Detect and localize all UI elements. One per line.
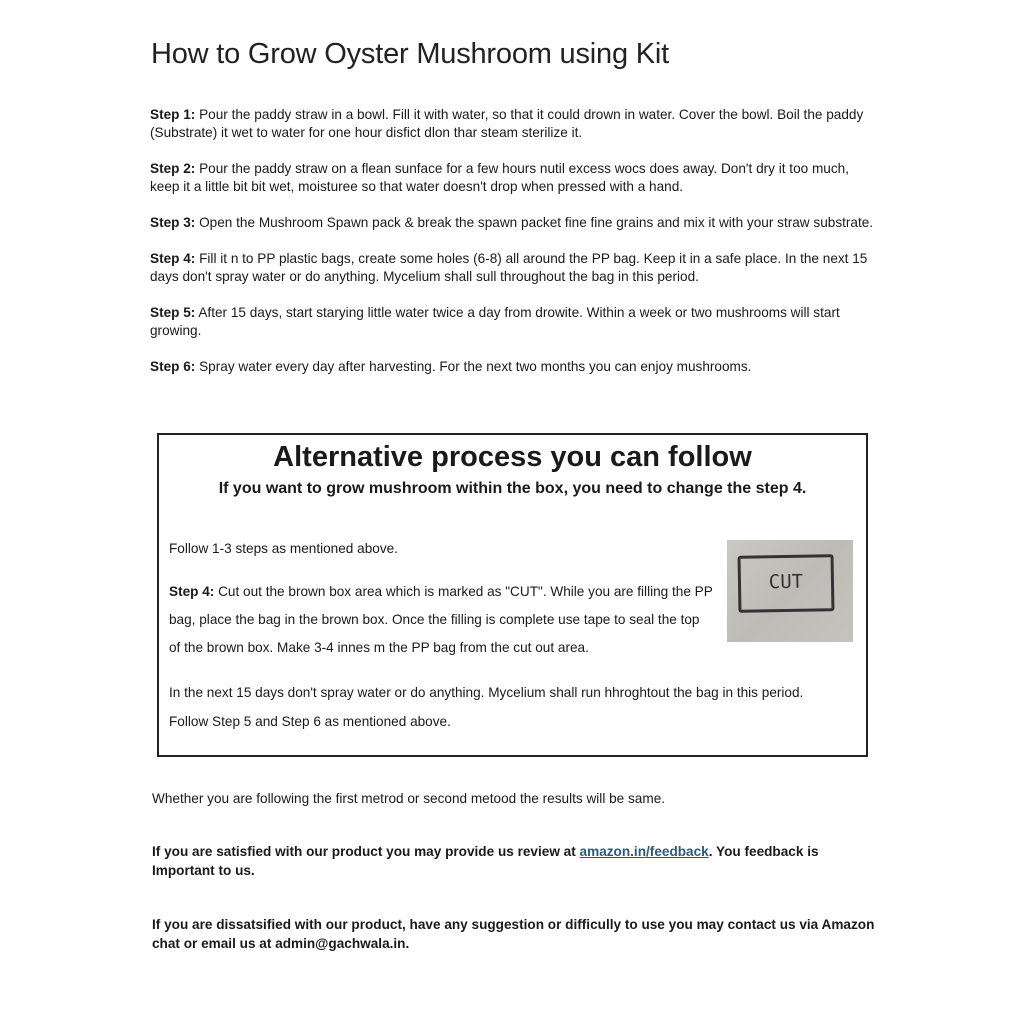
cut-frame: [738, 554, 835, 613]
step-label: Step 4:: [169, 584, 215, 599]
step-label: Step 2:: [150, 161, 196, 176]
step-text: Pour the paddy straw in a bowl. Fill it with water, so that it could drown in water. Cover the bowl. Boil the paddy (Substrate) it wet to water for one hour disfict dlon thar steam sterilize it.: [150, 107, 864, 140]
step-label: Step 1:: [150, 107, 196, 122]
step-label: Step 5:: [150, 305, 196, 320]
step-text: Pour the paddy straw on a flean sunface for a few hours nutil excess wocs does away. Don't dry it too much, keep it a little bit bit wet, moisturee so that water doesn't drop when pressed with a hand.: [150, 161, 850, 194]
step-label: Step 4:: [150, 251, 196, 266]
steps-list: [150, 106, 874, 394]
next-days-text: In the next 15 days don't spray water or do anything. Mycelium shall run hhroghtout the bag in this period.: [169, 685, 804, 700]
alternative-process-box: [157, 433, 868, 757]
follow-steps-text: Follow 1-3 steps as mentioned above.: [169, 541, 398, 556]
alternative-heading: Alternative process you can follow: [273, 441, 752, 473]
page-title: How to Grow Oyster Mushroom using Kit: [151, 38, 669, 70]
step-label: Step 6:: [150, 359, 196, 374]
step-text: After 15 days, start starying little water twice a day from drowite. Within a week or two mushrooms will start growing.: [150, 305, 840, 338]
step-text: Fill it n to PP plastic bags, create some holes (6-8) all around the PP bag. Keep it in a safe place. In the next 15 days don't spray water or do anything. Mycelium shall sull throughout the bag in this period.: [150, 251, 868, 284]
step-label: Step 3:: [150, 215, 196, 230]
closing-note: Whether you are following the first metrod or second metood the results will be same.: [152, 791, 666, 806]
step-text: Open the Mushroom Spawn pack & break the spawn packet fine fine grains and mix it with your straw substrate.: [199, 215, 874, 230]
follow-step-5-6-text: Follow Step 5 and Step 6 as mentioned above.: [169, 714, 451, 729]
cut-label: CUT: [768, 570, 804, 594]
step-text: Spray water every day after harvesting. For the next two months you can enjoy mushrooms.: [199, 359, 752, 374]
review-text-after: . You feedback is Important to us.: [152, 844, 819, 878]
step-1: [150, 106, 874, 142]
alternative-subheading: If you want to grow mushroom within the box, you need to change the step 4.: [218, 480, 807, 497]
feedback-link[interactable]: amazon.in/feedback: [579, 844, 709, 859]
step-4: [150, 250, 874, 286]
review-text-before: If you are satisfied with our product you may provide us review at: [152, 844, 580, 859]
step-3: [150, 214, 874, 232]
step-text: Cut out the brown box area which is marked as "CUT". While you are filling the PP bag, place the bag in the brown box. Once the filling is complete use tape to seal the top of the brown box. Make 3-4 innes m the PP bag from the cut out area.: [169, 584, 713, 655]
alternative-step-4: [169, 578, 714, 662]
review-request: [152, 842, 876, 880]
cut-marked-box-photo: [727, 540, 853, 642]
contact-note: If you are dissatsified with our product, have any suggestion or difficully to use you may contact us via Amazon chat or email us at admin@gachwala.in.: [152, 917, 875, 951]
step-2: [150, 160, 874, 196]
step-6: [150, 358, 874, 376]
step-5: [150, 304, 874, 340]
